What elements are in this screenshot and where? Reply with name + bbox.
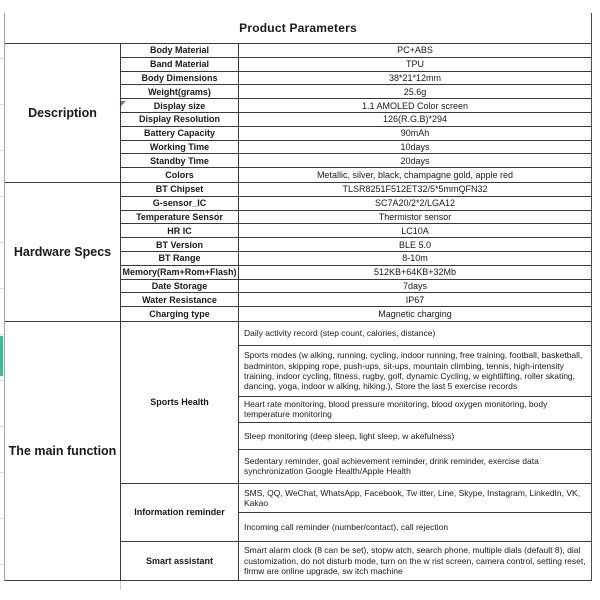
value-cell: 38*21*12mm [388,72,442,83]
spec-row [121,141,591,155]
param-cell: Memory(Ram+Rom+Flash) [121,266,239,279]
value-cell: TLSR8251F512ET32/5*5mmQFN32 [342,184,488,195]
value-cell: Metallic, silver, black, champagne gold, apple red [316,170,514,181]
spec-row [121,154,591,168]
value-cell: 126(R.G.B)*294 [382,114,448,125]
spec-row [121,224,591,238]
param-cell: Body Material [121,44,239,57]
value-cell: SC7A20/2*2/LGA12 [374,198,456,209]
section-rows [121,183,591,321]
function-groups [121,322,591,580]
param-cell: Charging type [121,307,239,321]
spec-row [121,197,591,211]
param-cell: Date Storage [121,280,239,293]
value-cell: LC10A [401,225,429,236]
section-hardware-specs [5,183,591,322]
function-items [239,542,591,580]
below-table-gridline [120,581,121,590]
spec-row [121,211,591,225]
value-cell: 7days [402,280,428,291]
section-label-main-function: The main function [5,322,121,580]
value-cell: 8-10m [402,253,428,264]
function-item: Sleep monitoring (deep sleep, light sleep, w akefulness) [239,423,591,450]
param-cell: BT Chipset [121,183,239,196]
param-cell: Display size [121,99,239,112]
function-items [239,484,591,541]
param-cell: Band Material [121,58,239,71]
function-group-label: Smart assistant [121,542,239,580]
spec-row [121,58,591,72]
function-item: Sports modes (w alking, running, cycling, indoor running, free training, football, basketball, badminton, skipping rope, push-ups, sit-ups, mountain climbing, tennis, high-intensity training, indoor cycling, fitness, rugby, golf, dynamic Cycling, w eightlifting, roller skating, dancing, yoga, indoor w alking, hiking.), Store the last 5 exercise records [239,346,591,397]
comment-flag-icon [121,101,126,106]
param-cell: BT Range [121,252,239,265]
spec-row [121,293,591,307]
function-item: Incoming call reminder (number/contact), call rejection [244,521,449,532]
section-main-function [5,322,591,580]
function-group-information-reminder [121,484,591,542]
function-group-smart-assistant [121,542,591,580]
value-cell: Thermistor sensor [378,211,452,222]
section-label-description: Description [5,44,121,182]
spec-row [121,168,591,182]
value-cell: 25.6g [403,86,427,97]
param-cell: Body Dimensions [121,72,239,85]
spec-row [121,113,591,127]
param-cell: Battery Capacity [121,127,239,140]
value-cell: TPU [406,59,424,70]
param-cell: Weight(grams) [121,85,239,98]
function-group-label: Sports Health [121,322,239,483]
spec-row [121,266,591,280]
spec-row [121,238,591,252]
value-cell: Magnetic charging [378,309,452,320]
value-cell: 10days [400,141,430,152]
function-item: Sedentary reminder, goal achievement reminder, drink reminder, exercise data synchronization Google Health/Apple Health [244,456,539,477]
param-cell: Display Resolution [121,113,239,126]
page-title: Product Parameters [5,13,591,44]
function-item: Smart alarm clock (8 can be set), stopw atch, search phone, multiple dials (default 8), dial customization, do not disturb mode, turn on the w rist screen, camera control, setting reset, firmw are online upgrade, sw itch machine [244,545,586,577]
param-cell: Temperature Sensor [121,211,239,224]
value-cell: PC+ABS [397,45,433,56]
value-cell: 1.1 AMOLED Color screen [361,100,469,111]
value-cell: 20days [400,155,430,166]
param-cell: Water Resistance [121,293,239,306]
spec-row [121,252,591,266]
section-label-hardware-specs: Hardware Specs [5,183,121,321]
spec-row [121,85,591,99]
value-cell: 512KB+64KB+32Mb [373,267,457,278]
spec-row [121,44,591,58]
function-items [239,322,591,483]
function-group-label: Information reminder [121,484,239,541]
spec-row [121,280,591,294]
param-cell: HR IC [121,224,239,237]
function-group-sports-health [121,322,591,484]
value-cell: BLE 5.0 [398,239,432,250]
section-rows [121,44,591,182]
product-parameters-table [4,13,592,581]
param-cell: Working Time [121,141,239,154]
function-item: Daily activity record (step count, calories, distance) [239,322,591,346]
param-cell: Colors [121,168,239,182]
param-cell: Standby Time [121,154,239,167]
spec-row [121,307,591,321]
green-accent-bar [0,336,3,376]
param-cell: G-sensor_IC [121,197,239,210]
section-description [5,44,591,183]
spec-row [121,183,591,197]
value-cell: 90mAh [400,128,430,139]
value-cell: IP67 [405,294,425,305]
function-item: SMS, QQ, WeChat, WhatsApp, Facebook, Tw itter, Line, Skype, Instagram, LinkedIn, VK, Kakao [239,484,591,513]
function-item: Heart rate monitoring, blood pressure monitoring, blood oxygen monitoring, body temperature monitoring [239,397,591,423]
spec-row [121,99,591,113]
spec-row [121,127,591,141]
param-cell: BT Version [121,238,239,251]
spec-row [121,72,591,86]
